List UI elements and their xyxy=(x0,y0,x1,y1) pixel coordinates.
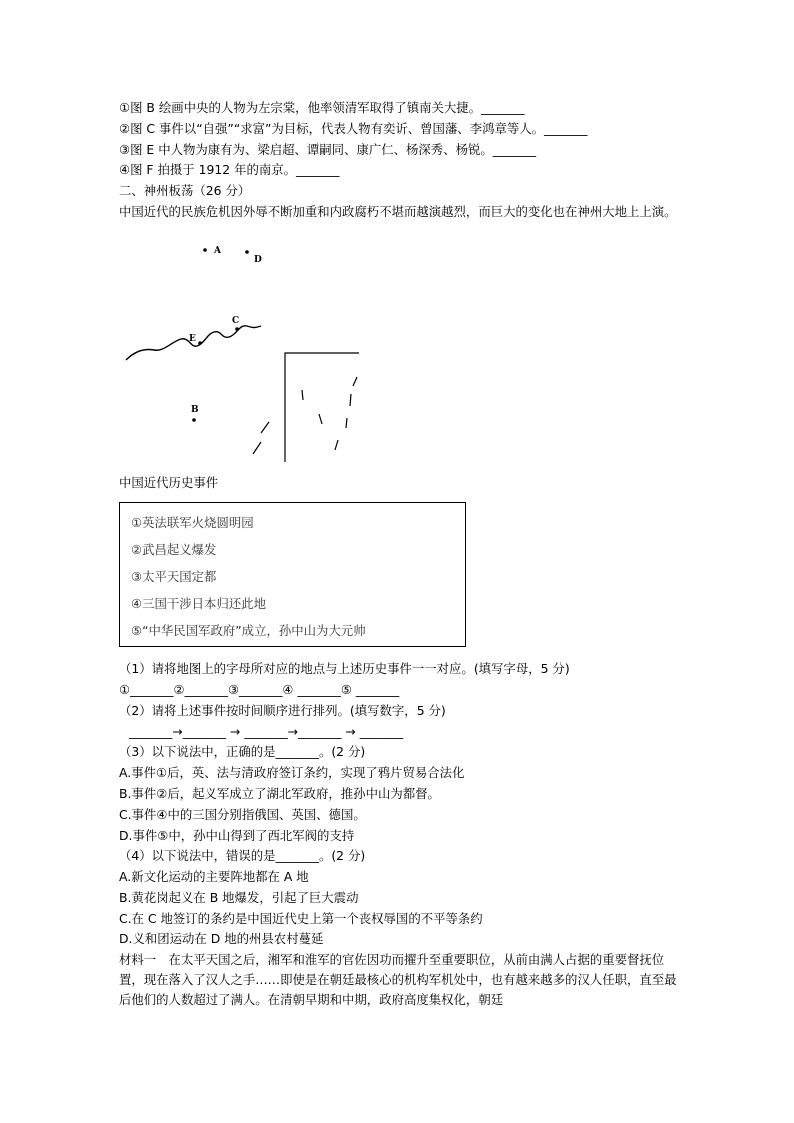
judgement-item-3: ③图 E 中人物为康有为、梁启超、谭嗣同、康广仁、杨深秀、杨锐。_______ xyxy=(119,142,537,157)
map-label-b: B xyxy=(191,405,199,415)
question-2-blanks: _______→_______ → _______→_______ → _______ xyxy=(129,724,404,739)
point-e-dot xyxy=(198,341,202,345)
point-a-dot xyxy=(203,248,207,252)
coast-mark xyxy=(302,390,303,400)
question-3: （3）以下说法中，正确的是_______。(2 分) xyxy=(119,744,366,759)
map-label-e: E xyxy=(189,334,196,344)
coast-mark xyxy=(346,418,347,428)
point-b-dot xyxy=(192,418,196,422)
map-label-c: C xyxy=(232,316,240,326)
question-4: （4）以下说法中，错误的是_______。(2 分) xyxy=(119,848,366,863)
event-item-4: ④三国干涉日本归还此地 xyxy=(131,596,267,611)
coast-mark xyxy=(261,422,269,433)
point-d-dot xyxy=(245,250,249,254)
question-4-option-c: C.在 C 地签订的条约是中国近代史上第一个丧权辱国的不平等条约 xyxy=(119,911,483,926)
events-title: 中国近代历史事件 xyxy=(119,475,219,490)
event-item-3: ③太平天国定都 xyxy=(131,569,217,584)
question-4-option-d: D.义和团运动在 D 地的州县农村蔓延 xyxy=(119,931,324,946)
judgement-item-1: ①图 B 绘画中央的人物为左宗棠，他率领清军取得了镇南关大捷。_______ xyxy=(119,100,525,115)
event-item-2: ②武昌起义爆发 xyxy=(131,542,217,557)
map-sketch xyxy=(119,240,369,465)
point-c-dot xyxy=(235,327,239,331)
material-1-paragraph: 材料一 在太平天国之后，湘军和淮军的官佐因功而擢升至重要职位，从前由满人占据的重要督抚位置，现在落入了汉人之手……即使是在朝廷最核心的机构军机处中，也有越来越多的汉人任职，直至最后他们的人数超过了满人。在清朝早期和中期，政府高度集权化，朝廷 xyxy=(119,952,677,1007)
question-3-option-a: A.事件①后，英、法与清政府签订条约，实现了鸦片贸易合法化 xyxy=(119,765,465,780)
question-1: （1）请将地图上的字母所对应的地点与上述历史事件一一对应。(填写字母，5 分) xyxy=(119,661,570,676)
event-item-1: ①英法联军火烧圆明园 xyxy=(131,515,254,530)
question-1-blanks: ①_______②_______③_______④ _______⑤ _______ xyxy=(119,682,400,697)
question-3-option-c: C.事件④中的三国分别指俄国、英国、德国。 xyxy=(119,807,366,822)
judgement-item-2: ②图 C 事件以“自强”“求富”为目标，代表人物有奕䜣、曾国藩、李鸿章等人。_______ xyxy=(119,121,588,136)
question-4-option-b: B.黄花岗起义在 B 地爆发，引起了巨大震动 xyxy=(119,890,359,905)
coast-mark xyxy=(319,414,322,424)
question-3-option-d: D.事件⑤中，孙中山得到了西北军阀的支持 xyxy=(119,828,355,843)
event-item-5: ⑤“中华民国军政府”成立，孙中山为大元帅 xyxy=(131,623,366,638)
coast-mark xyxy=(335,440,338,450)
map-label-a: A xyxy=(214,246,221,256)
inset-frame xyxy=(285,353,359,462)
coast-mark xyxy=(353,377,357,386)
events-box xyxy=(119,502,466,647)
question-4-option-a: A.新文化运动的主要阵地都在 A 地 xyxy=(119,869,309,884)
intro-paragraph: 中国近代的民族危机因外辱不断加重和内政腐朽不堪而越演越烈，而巨大的变化也在神州大地上上演。 xyxy=(119,204,677,219)
map-figure xyxy=(119,240,369,465)
question-3-option-b: B.事件②后，起义军成立了湖北军政府，推孙中山为都督。 xyxy=(119,786,440,801)
judgement-item-4: ④图 F 拍摄于 1912 年的南京。_______ xyxy=(119,162,340,177)
coast-mark xyxy=(253,442,261,454)
coast-mark xyxy=(350,394,351,406)
section-title: 二、神州板荡（26 分） xyxy=(119,183,251,198)
map-label-d: D xyxy=(254,255,262,265)
question-2: （2）请将上述事件按时间顺序进行排列。(填写数字，5 分) xyxy=(119,703,446,718)
